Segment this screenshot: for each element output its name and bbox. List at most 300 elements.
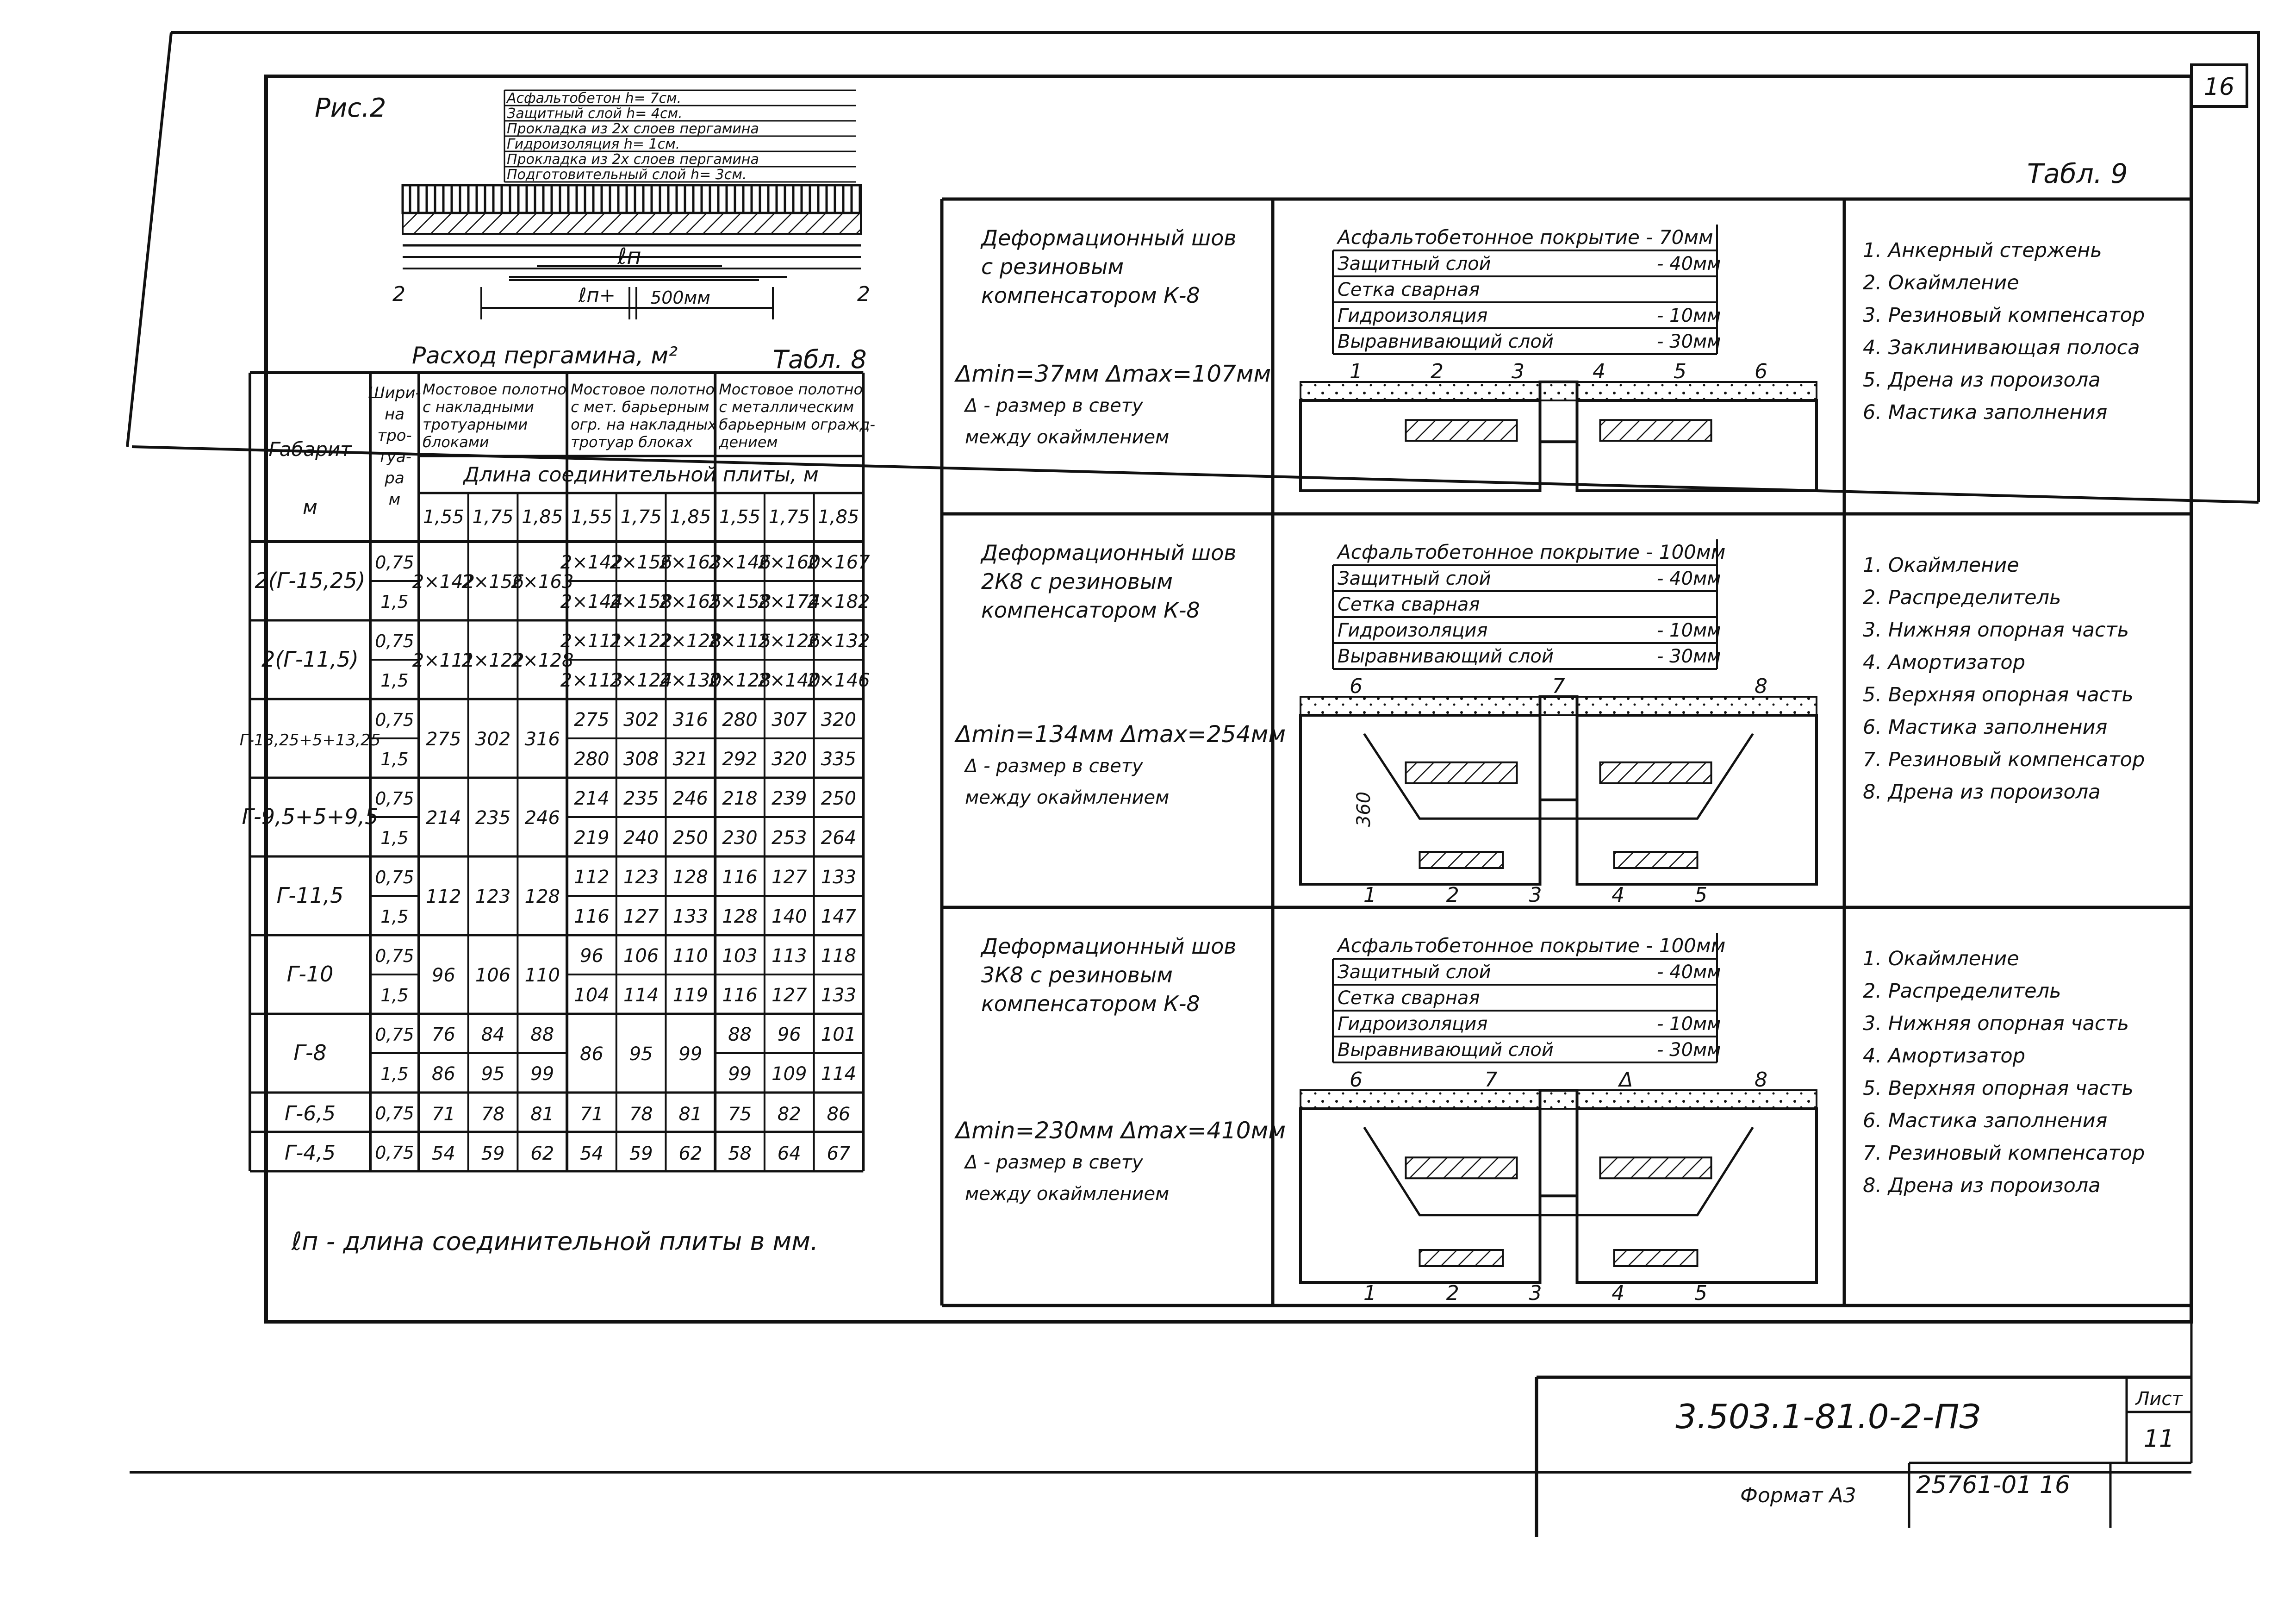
table8-value: 275 xyxy=(426,729,461,750)
callout-number: 4 xyxy=(1612,883,1625,907)
table-9 xyxy=(942,199,2191,1305)
table8-value: 116 xyxy=(722,867,758,888)
callout-number: 3 xyxy=(1529,883,1542,907)
table8-value: 62 xyxy=(530,1143,554,1164)
table8-value: 110 xyxy=(524,965,560,986)
table8-value: 2×182 xyxy=(807,591,870,612)
table8-value: 240 xyxy=(623,827,659,849)
table8-value: 214 xyxy=(574,788,610,809)
joint-legend-item: 6. Мастика заполнения xyxy=(1863,401,2108,424)
table8-width: 0,75 xyxy=(375,1024,414,1045)
fig2-layer-list xyxy=(504,90,856,183)
table8-header-width: туа- xyxy=(377,448,412,466)
table8-value: 106 xyxy=(475,965,511,986)
table8-value: 316 xyxy=(672,709,709,731)
table8-value: 302 xyxy=(623,709,659,731)
table8-value: 128 xyxy=(524,886,560,907)
joint-legend-item: 7. Резиновый компенсатор xyxy=(1863,748,2145,771)
table8-gabarit: 2(Г-15,25) xyxy=(255,568,366,593)
table8-value: 54 xyxy=(579,1143,604,1164)
table8-value: 253 xyxy=(772,827,807,849)
table8-width: 1,5 xyxy=(380,749,409,769)
joint-legend-item: 2. Распределитель xyxy=(1863,980,2061,1003)
table8-value: 54 xyxy=(431,1143,455,1164)
joint-legend-item: 3. Нижняя опорная часть xyxy=(1863,618,2129,642)
table8-value: 250 xyxy=(672,827,709,849)
table8-value: 133 xyxy=(821,867,857,888)
table8-value: 2×113 xyxy=(560,670,623,691)
table8-width: 0,75 xyxy=(375,710,414,730)
joint-layer: Гидроизоляция xyxy=(1338,305,1488,326)
table8-length: 1,75 xyxy=(768,506,810,528)
table8-value: 2×115 xyxy=(708,631,772,652)
table8-value: 2×122 xyxy=(610,631,672,652)
table8-value: 112 xyxy=(574,867,610,888)
table-8 xyxy=(240,342,875,1171)
joint-delta-desc: между окаймлением xyxy=(965,787,1170,808)
table8-value: 2×132 xyxy=(807,631,870,652)
joint-delta-desc: между окаймлением xyxy=(965,1183,1170,1205)
table8-header-gabarit: Габарит xyxy=(268,438,352,461)
joint-legend-item: 1. Окаймление xyxy=(1863,947,2019,970)
table8-value: 239 xyxy=(772,788,807,809)
table8-value: 110 xyxy=(672,945,709,967)
table8-value: 2×174 xyxy=(758,591,821,612)
joint-legend-item: 8. Дрена из пороизола xyxy=(1863,781,2101,804)
table8-value: 2×144 xyxy=(560,591,623,612)
table8-value: 116 xyxy=(722,985,758,1006)
joint-title: Деформационный шов xyxy=(981,540,1237,565)
table8-value: 2×146 xyxy=(807,670,870,691)
joint-title: Деформационный шов xyxy=(981,934,1237,959)
table8-subheader: Длина соединительной плиты, м xyxy=(463,463,819,487)
joint-layer: Сетка сварная xyxy=(1338,279,1480,300)
joint-legend-item: 4. Амортизатор xyxy=(1863,1044,2026,1068)
table8-length: 1,55 xyxy=(719,506,761,528)
table8-value: 96 xyxy=(777,1024,801,1045)
joint-layer: Гидроизоляция xyxy=(1338,1013,1488,1035)
callout-number: 6 xyxy=(1755,360,1767,383)
table8-value: 292 xyxy=(722,749,758,770)
table8-length: 1,75 xyxy=(472,506,514,528)
table8-gabarit: Г-4,5 xyxy=(284,1141,336,1165)
table8-value: 2×158 xyxy=(708,591,772,612)
fig2-section-mark-right: 2 xyxy=(857,282,870,306)
table8-value: 140 xyxy=(772,906,807,927)
table8-group-header: блоками xyxy=(423,433,489,451)
table8-label: Табл. 8 xyxy=(773,345,867,374)
table8-value: 2×167 xyxy=(807,552,870,573)
table8-value: 320 xyxy=(772,749,807,770)
anchor-hatch xyxy=(1600,762,1711,783)
table8-gabarit: Г-10 xyxy=(286,962,334,987)
joint-title: Деформационный шов xyxy=(981,225,1237,250)
joint-legend-item: 3. Резиновый компенсатор xyxy=(1863,304,2145,327)
table8-width: 1,5 xyxy=(380,828,409,848)
table8-value: 2×158 xyxy=(610,591,672,612)
table8-value: 308 xyxy=(623,749,659,770)
table8-value: 84 xyxy=(481,1024,505,1045)
callout-number: 6 xyxy=(1350,675,1363,698)
joint-layer: Асфальтобетонное покрытие - 70мм xyxy=(1338,226,1713,249)
joint-layer: Сетка сварная xyxy=(1338,594,1480,615)
table8-value: 280 xyxy=(574,749,610,770)
joint-layer: Защитный слой xyxy=(1338,962,1491,983)
table8-value: 320 xyxy=(821,709,857,731)
callout-number: 7 xyxy=(1552,675,1565,698)
bearing-pad xyxy=(1614,1250,1698,1266)
table8-length: 1,55 xyxy=(571,506,612,528)
table8-value: 76 xyxy=(431,1024,455,1045)
joint-layer-thickness: - 40мм xyxy=(1657,568,1721,589)
table8-group-header: с мет. барьерным xyxy=(571,398,709,416)
pavement-layer xyxy=(1300,1090,1817,1109)
joint-legend-item: 8. Дрена из пороизола xyxy=(1863,1174,2101,1197)
table8-gabarit: Г-13,25+5+13,25 xyxy=(239,731,381,750)
figure-2 xyxy=(315,90,870,319)
table8-value: 2×128 xyxy=(708,670,772,691)
table8-length: 1,75 xyxy=(620,506,662,528)
joint-delta: Δmin=37мм Δmax=107мм xyxy=(956,360,1271,387)
joint-delta: Δmin=134мм Δmax=254мм xyxy=(956,721,1286,748)
callout-number: 1 xyxy=(1363,883,1376,907)
joint-legend-item: 7. Резиновый компенсатор xyxy=(1863,1142,2145,1165)
table8-value: 2×165 xyxy=(659,591,722,612)
callout-number: 4 xyxy=(1593,360,1605,383)
table8-value: 62 xyxy=(678,1143,703,1164)
joint-delta-desc: Δ - размер в свету xyxy=(965,1151,1143,1173)
callout-number: 7 xyxy=(1484,1068,1498,1092)
table8-value: 114 xyxy=(623,985,659,1006)
table8-length: 1,85 xyxy=(818,506,859,528)
table8-width: 1,5 xyxy=(380,670,409,691)
table8-header-width: м xyxy=(388,490,401,509)
archive-number: 25761-01 16 xyxy=(1916,1471,2071,1499)
table8-value: 109 xyxy=(772,1063,807,1085)
table8-value: 218 xyxy=(722,788,758,809)
table8-gabarit: Г-11,5 xyxy=(276,883,344,908)
joint-layer: Защитный слой xyxy=(1338,568,1491,589)
table8-value: 78 xyxy=(629,1104,653,1125)
table8-value: 2×122 xyxy=(461,650,524,671)
callout-number: 5 xyxy=(1674,360,1686,383)
fig2-dim-ln: ℓп xyxy=(617,244,641,269)
fig2-layer: Прокладка из 2х слоев пергамина xyxy=(507,121,759,137)
callout-number: 6 xyxy=(1350,1068,1363,1092)
joint-title: компенсатором К-8 xyxy=(981,991,1200,1016)
table8-length: 1,85 xyxy=(522,506,563,528)
table8-value: 104 xyxy=(574,985,610,1006)
table8-value: 127 xyxy=(623,906,659,927)
joint-layer-thickness: - 10мм xyxy=(1657,305,1721,326)
table8-width: 1,5 xyxy=(380,1064,409,1084)
table8-width: 0,75 xyxy=(375,946,414,966)
table8-caption: Расход пергамина, м² xyxy=(412,342,678,369)
table8-value: 95 xyxy=(481,1063,505,1085)
joint-legend-item: 6. Мастика заполнения xyxy=(1863,1109,2108,1132)
table8-value: 99 xyxy=(530,1063,554,1085)
callout-number: 4 xyxy=(1612,1281,1625,1305)
fig2-layer: Подготовительный слой h= 3см. xyxy=(507,167,747,183)
joint-legend-item: 6. Мастика заполнения xyxy=(1863,716,2108,739)
callout-number: Δ xyxy=(1619,1068,1633,1092)
joint-delta-desc: между окаймлением xyxy=(965,426,1170,448)
fig2-layer: Асфальтобетон h= 7см. xyxy=(507,90,682,106)
table8-value: 118 xyxy=(821,945,857,967)
joint-layer: Асфальтобетонное покрытие - 100мм xyxy=(1338,934,1726,957)
joint-title: 2К8 с резиновым xyxy=(981,569,1173,594)
table8-value: 264 xyxy=(821,827,857,849)
table8-value: 133 xyxy=(821,985,857,1006)
table8-value: 335 xyxy=(821,749,857,770)
table8-width: 1,5 xyxy=(380,592,409,612)
joint-delta: Δmin=230мм Δmax=410мм xyxy=(956,1117,1286,1144)
callout-number: 8 xyxy=(1755,1068,1767,1092)
table8-value: 2×163 xyxy=(659,552,722,573)
joint-layer: Выравнивающий слой xyxy=(1338,331,1554,352)
table8-value: 2×128 xyxy=(659,631,722,652)
table8-width: 1,5 xyxy=(380,985,409,1006)
anchor-hatch xyxy=(1406,762,1517,783)
table8-value: 246 xyxy=(672,788,709,809)
joint-title: 3К8 с резиновым xyxy=(981,962,1173,987)
table8-group-header: дением xyxy=(719,433,778,451)
joint-layer: Выравнивающий слой xyxy=(1338,1039,1554,1061)
table8-value: 127 xyxy=(772,867,807,888)
table8-width: 0,75 xyxy=(375,631,414,651)
joint-layer-thickness: - 30мм xyxy=(1657,646,1721,667)
table8-value: 2×160 xyxy=(758,552,821,573)
table8-width: 1,5 xyxy=(380,906,409,927)
table8-value: 96 xyxy=(431,965,455,986)
table8-value: 99 xyxy=(678,1043,703,1065)
table8-value: 86 xyxy=(579,1043,604,1065)
table8-value: 147 xyxy=(821,906,857,927)
joint-legend-item: 5. Дрена из пороизола xyxy=(1863,369,2101,392)
list-number: 11 xyxy=(2143,1425,2175,1453)
table8-value: 71 xyxy=(431,1104,455,1125)
table8-group-header: барьерным огражд- xyxy=(719,416,876,433)
table8-value: 123 xyxy=(623,867,659,888)
table8-value: 67 xyxy=(827,1143,851,1164)
joint-title: с резиновым xyxy=(981,254,1124,279)
table8-value: 86 xyxy=(431,1063,455,1085)
table8-value: 128 xyxy=(722,906,758,927)
joint-legend-item: 1. Окаймление xyxy=(1863,554,2019,577)
joint-legend-item: 1. Анкерный стержень xyxy=(1863,239,2102,262)
joint-delta-desc: Δ - размер в свету xyxy=(965,395,1143,417)
callout-number: 2 xyxy=(1446,1281,1459,1305)
table8-value: 250 xyxy=(821,788,857,809)
height-dimension: 360 xyxy=(1353,791,1375,827)
joint-drawing xyxy=(1300,1090,1817,1282)
table8-header-width: ра xyxy=(385,469,404,487)
fig2-dim-500: 500мм xyxy=(650,287,710,308)
table8-value: 88 xyxy=(530,1024,554,1045)
table8-value: 2×111 xyxy=(412,650,475,671)
table8-gabarit: Г-6,5 xyxy=(284,1102,336,1125)
table8-value: 2×163 xyxy=(511,571,574,593)
table8-width: 0,75 xyxy=(375,867,414,887)
callout-number: 2 xyxy=(1446,883,1459,907)
table8-width: 0,75 xyxy=(375,788,414,809)
callout-number: 5 xyxy=(1694,1281,1707,1305)
joint-layer-thickness: - 40мм xyxy=(1657,253,1721,275)
table8-gabarit: 2(Г-11,5) xyxy=(261,647,359,672)
table8-value: 275 xyxy=(574,709,610,731)
callout-number: 1 xyxy=(1363,1281,1376,1305)
format-label: Формат А3 xyxy=(1740,1484,1856,1507)
joint-legend-item: 2. Окаймление xyxy=(1863,271,2019,294)
table8-value: 116 xyxy=(574,906,610,927)
anchor-hatch xyxy=(1406,420,1517,441)
table8-group-header: тротуар блоках xyxy=(571,433,693,451)
table8-value: 235 xyxy=(623,788,659,809)
table8-value: 128 xyxy=(672,867,709,888)
table8-gabarit: Г-8 xyxy=(293,1040,327,1065)
joint-layer-thickness: - 40мм xyxy=(1657,962,1721,983)
table9-label: Табл. 9 xyxy=(2027,158,2128,189)
fig2-layer: Прокладка из 2х слоев пергамина xyxy=(507,151,759,168)
table8-note: ℓп - длина соединительной плиты в мм. xyxy=(292,1227,819,1256)
table8-value: 214 xyxy=(426,807,461,829)
table8-value: 99 xyxy=(728,1063,752,1085)
table8-value: 59 xyxy=(481,1143,505,1164)
anchor-hatch xyxy=(1600,420,1711,441)
table8-value: 58 xyxy=(728,1143,752,1164)
table8-value: 112 xyxy=(426,886,461,907)
table8-header-unit: м xyxy=(303,496,317,518)
bearing-pad xyxy=(1420,1250,1503,1266)
table8-value: 246 xyxy=(524,807,560,829)
table8-header-width: Шири- xyxy=(368,384,421,402)
table8-value: 2×156 xyxy=(610,552,672,573)
joint-layer-thickness: - 10мм xyxy=(1657,1013,1721,1035)
callout-number: 1 xyxy=(1350,360,1363,383)
table8-group-header: Мостовое полотно xyxy=(571,381,715,398)
table8-value: 2×146 xyxy=(708,552,772,573)
callout-number: 8 xyxy=(1755,675,1767,698)
table8-group-header: с накладными xyxy=(423,398,534,416)
joint-drawing xyxy=(1300,382,1817,491)
pavement-layer xyxy=(1300,697,1817,715)
joint-layer: Выравнивающий слой xyxy=(1338,646,1554,667)
joint-layer: Сетка сварная xyxy=(1338,987,1480,1009)
table8-group-header: тротуарными xyxy=(423,416,528,433)
joint-legend-item: 4. Амортизатор xyxy=(1863,651,2026,674)
joint-legend-item: 5. Верхняя опорная часть xyxy=(1863,683,2134,706)
table8-value: 78 xyxy=(481,1104,505,1125)
table8-length: 1,55 xyxy=(423,506,464,528)
table8-value: 96 xyxy=(579,945,604,967)
table8-group-header: Мостовое полотно xyxy=(423,381,566,398)
table8-value: 75 xyxy=(728,1104,752,1125)
table8-value: 133 xyxy=(672,906,709,927)
joint-legend-item: 5. Верхняя опорная часть xyxy=(1863,1077,2134,1100)
fig2-layer: Гидроизоляция h= 1см. xyxy=(507,136,680,152)
list-label: Лист xyxy=(2135,1388,2183,1410)
joint-layer-thickness: - 30мм xyxy=(1657,1039,1721,1061)
joint-title: компенсатором К-8 xyxy=(981,598,1200,623)
table8-value: 307 xyxy=(772,709,807,731)
table8-value: 119 xyxy=(672,985,709,1006)
table8-value: 71 xyxy=(579,1104,604,1125)
fig2-section-mark-left: 2 xyxy=(392,282,405,306)
table8-value: 280 xyxy=(722,709,758,731)
table8-width: 0,75 xyxy=(375,1103,414,1124)
slab-right xyxy=(1577,400,1817,491)
joint-title: компенсатором К-8 xyxy=(981,283,1200,308)
table8-value: 127 xyxy=(772,985,807,1006)
table8-value: 2×156 xyxy=(461,571,524,593)
table8-value: 2×140 xyxy=(758,670,821,691)
joint-layer: Асфальтобетонное покрытие - 100мм xyxy=(1338,541,1726,563)
table8-value: 219 xyxy=(574,827,610,849)
bearing-pad xyxy=(1420,852,1503,868)
table8-header-width: тро- xyxy=(377,426,412,445)
table8-value: 2×142 xyxy=(560,552,623,573)
fig2-dim-ln-plus: ℓп+ xyxy=(578,284,616,306)
table8-value: 235 xyxy=(475,807,511,829)
table8-value: 86 xyxy=(827,1104,851,1125)
joint-legend-item: 2. Распределитель xyxy=(1863,586,2061,609)
table8-gabarit: Г-9,5+5+9,5 xyxy=(242,804,379,829)
table8-length: 1,85 xyxy=(670,506,711,528)
table8-value: 230 xyxy=(722,827,758,849)
bearing-pad xyxy=(1614,852,1698,868)
table8-value: 113 xyxy=(772,945,807,967)
table8-value: 64 xyxy=(777,1143,801,1164)
table8-value: 88 xyxy=(728,1024,752,1045)
callout-number: 3 xyxy=(1512,360,1524,383)
table8-value: 2×128 xyxy=(511,650,574,671)
fig2-layer: Защитный слой h= 4см. xyxy=(507,106,683,122)
callout-number: 3 xyxy=(1529,1281,1542,1305)
table8-value: 2×111 xyxy=(560,631,623,652)
table8-value: 316 xyxy=(524,729,560,750)
joint-drawing xyxy=(1300,697,1817,884)
joint-layer-thickness: - 10мм xyxy=(1657,620,1721,641)
table8-value: 114 xyxy=(821,1063,857,1085)
table8-header-width: на xyxy=(384,405,405,424)
table8-group-header: Мостовое полотно xyxy=(719,381,863,398)
table8-value: 82 xyxy=(777,1104,801,1125)
joint-layer-thickness: - 30мм xyxy=(1657,331,1721,352)
table8-value: 302 xyxy=(475,729,511,750)
anchor-hatch xyxy=(1600,1157,1711,1178)
anchor-hatch xyxy=(1406,1157,1517,1178)
joint-delta-desc: Δ - размер в свету xyxy=(965,756,1143,777)
table8-value: 2×130 xyxy=(659,670,722,691)
table8-value: 2×124 xyxy=(610,670,672,691)
table8-value: 101 xyxy=(821,1024,857,1045)
table8-value: 95 xyxy=(629,1043,653,1065)
callout-number: 5 xyxy=(1694,883,1707,907)
table8-value: 2×126 xyxy=(758,631,821,652)
table8-group-header: огр. на накладных xyxy=(571,416,717,433)
table8-value: 2×142 xyxy=(412,571,475,593)
doc-code: 3.503.1-81.0-2-ПЗ xyxy=(1675,1397,1981,1436)
pavement-layer xyxy=(1300,382,1817,400)
callout-number: 2 xyxy=(1431,360,1444,383)
table8-width: 0,75 xyxy=(375,552,414,573)
fig2-label: Рис.2 xyxy=(315,93,386,123)
table8-value: 59 xyxy=(629,1143,653,1164)
table8-group-header: с металлическим xyxy=(719,398,854,416)
table8-value: 321 xyxy=(672,749,709,770)
joint-legend-item: 3. Нижняя опорная часть xyxy=(1863,1012,2129,1035)
corner-number: 16 xyxy=(2203,73,2235,101)
